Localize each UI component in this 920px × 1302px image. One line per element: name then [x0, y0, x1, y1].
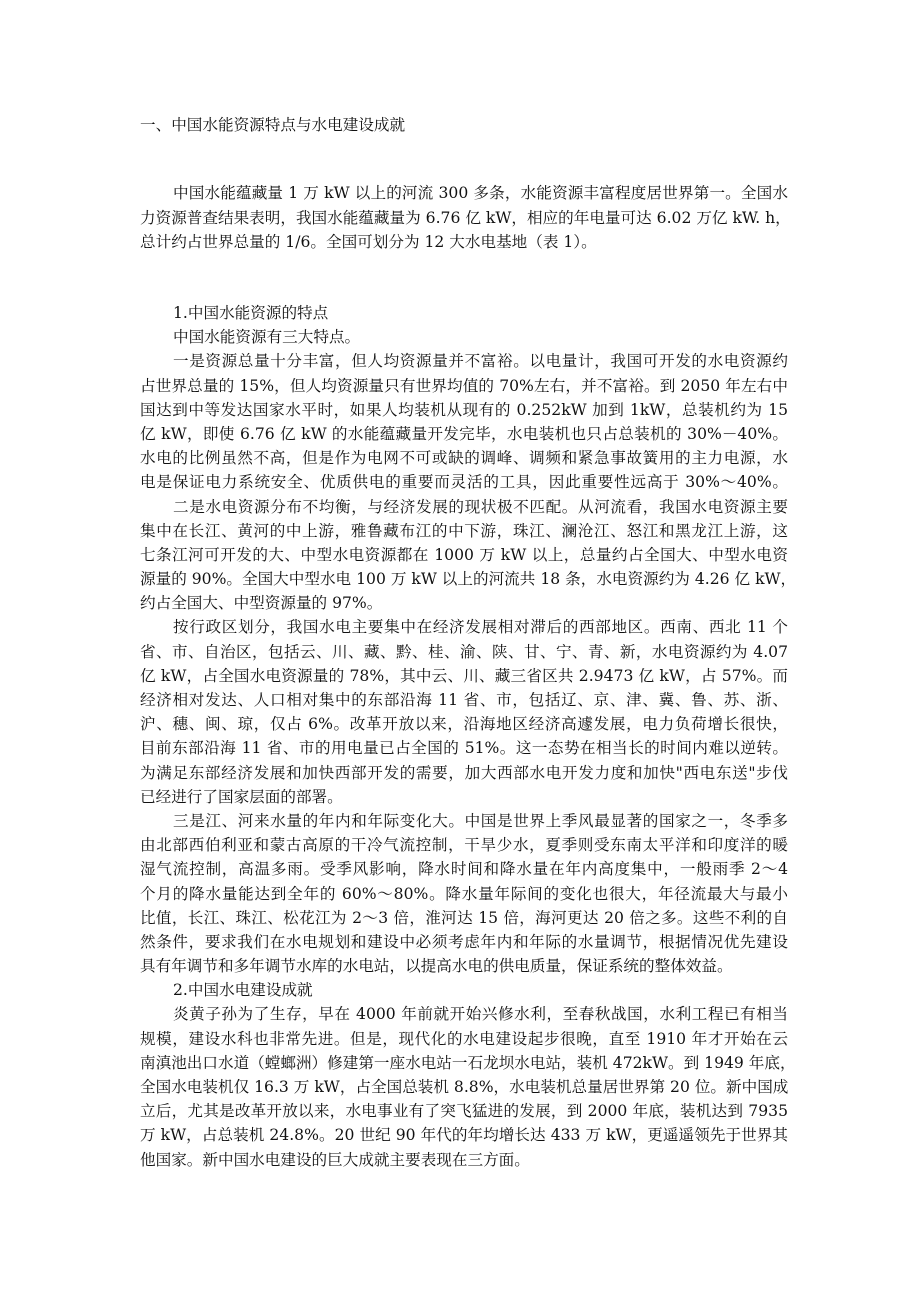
document-body: [140, 301, 797, 1172]
intro-paragraph: [140, 181, 791, 255]
text-line: 一是资源总量十分丰富，但人均资源量并不富裕。以电量计，我国可开发的水电资源约: [173, 352, 788, 371]
section-lead: 中国水能资源有三大特点。: [173, 328, 361, 347]
paragraph-uneven-distribution: [140, 495, 797, 616]
text-line: 按行政区划分，我国水电主要集中在经济发展相对滞后的西部地区。西南、西北 11 个: [173, 618, 788, 637]
section-title: 1.中国水能资源的特点: [173, 304, 329, 322]
paragraph-resources-abundant: [140, 349, 788, 494]
section-title: 2.中国水电建设成就: [173, 981, 313, 1000]
text-line: 二是水电资源分布不均衡，与经济发展的现状极不匹配。从河流看，我国水电资源主要: [173, 497, 788, 516]
text-line: 经济相对发达、人口相对集中的东部沿海 11 省、市，包括辽、京、津、冀、鲁、苏、浙、: [140, 691, 788, 709]
text-line: 为满足东部经济发展和加快西部开发的需要，加大西部水电开发力度和加快"西电东送"步伐: [140, 763, 788, 782]
text-line: 已经进行了国家层面的部署。: [140, 787, 343, 806]
text-line: 炎黄子孙为了生存，早在 4000 年前就开始兴修水利，至春秋战国，水利工程已有相当: [173, 1005, 788, 1024]
text-line: 约占全国大、中型资源量的 97%。: [140, 594, 383, 613]
text-line: 由北部西伯利亚和蒙古高原的干冷气流控制，干旱少水，夏季则受东南太平洋和印度洋的暖: [140, 836, 788, 855]
text-line: 七条江河可开发的大、中型水电资源都在 1000 万 kW 以上，总量约占全国大、中型水电资: [140, 545, 788, 564]
text-line: 国达到中等发达国家水平时，如果人均装机从现有的 0.252kW 加到 1kW，总装机约为 15: [140, 400, 788, 419]
paragraph-administrative-regions: [140, 615, 788, 809]
text-line: 三是江、河来水量的年内和年际变化大。中国是世界上季风最显著的国家之一，冬季多: [173, 811, 788, 830]
text-line: 湿气流控制，高温多雨。受季风影响，降水时间和降水量在年内高度集中，一般雨季 2～4: [140, 860, 788, 879]
text-line: 省、市、自治区，包括云、川、藏、黔、桂、渝、陕、甘、宁、青、新，水电资源约为 4.07: [140, 642, 788, 661]
text-line: 立后，尤其是改革开放以来，水电事业有了突飞猛进的发展，到 2000 年底，装机达到 7935: [140, 1102, 788, 1121]
text-line: 沪、穗、闽、琼，仅占 6%。改革开放以来，沿海地区经济高遽发展，电力负荷增长很快，: [140, 715, 788, 734]
text-line: 规模，建设水科也非常先进。但是，现代化的水电建设起步很晚，直至 1910 年才开始在云: [140, 1029, 788, 1048]
document-heading: [140, 113, 788, 137]
text-line: 水电的比例虽然不高，但是作为电网不可或缺的调峰、调频和紧急事故簧用的主力电源，水: [140, 449, 788, 468]
text-line: 个月的降水量能达到全年的 60%～80%。降水量年际间的变化也很大，年径流最大与最小: [140, 884, 788, 903]
text-line: 比值，长江、珠江、松花江为 2～3 倍，淮河达 15 倍，海河更达 20 倍之多。这些不利的自: [140, 908, 788, 927]
text-line: 目前东部沿海 11 省、市的用电量已占全国的 51%。这一态势在相当长的时间内难以逆转。: [140, 739, 788, 758]
text-line: 具有年调节和多年调节水库的水电站，以提高水电的供电质量，保证系统的整体效益。: [140, 957, 733, 976]
text-line: 南滇池出口水道（螳螂洲）修建第一座水电站一石龙坝水电站，装机 472kW。到 1949 年底，: [140, 1053, 796, 1072]
text-line: 力资源普查结果表明，我国水能蕴藏量为 6.76 亿 kW，相应的年电量可达 6.02 万亿 kW. h，: [140, 208, 791, 227]
paragraph-runoff-variation: [140, 809, 788, 978]
text-line: 电是保证电力系统安全、优质供电的重要而灵活的工具，因此重要性远高于 30%～40%。: [140, 473, 788, 492]
text-line: 他国家。新中国水电建设的巨大成就主要表现在三方面。: [140, 1150, 530, 1169]
paragraph-history: [140, 1002, 796, 1171]
text-line: 源量的 90%。全国大中型水电 100 万 kW 以上的河流共 18 条，水电资源约为 4.26 亿 kW，: [140, 570, 797, 589]
text-line: 亿 kW，即使 6.76 亿 kW 的水能蕴藏量开发完毕，水电装机也只占总装机的 30%－40%。: [140, 424, 788, 443]
text-line: 全国水电装机仅 16.3 万 kW，占全国总装机 8.8%，水电装机总量居世界第 20 位。新中国成: [140, 1078, 789, 1096]
text-line: 万 kW，占总装机 24.8%。20 世纪 90 年代的年均增长达 433 万 kW，更遥遥领先于世界其: [140, 1126, 788, 1145]
text-line: 中国水能蕴藏量 1 万 kW 以上的河流 300 多条，水能资源丰富程度居世界第一。全国水: [173, 184, 788, 202]
text-line: 亿 kW，占全国水电资源量的 78%，其中云、川、藏三省区共 2.9473 亿 kW，占 57%。而: [140, 666, 788, 685]
text-line: 总计约占世界总量的 1/6。全国可划分为 12 大水电基地（表 1）。: [140, 233, 597, 252]
text-line: 集中在长江、黄河的中上游，雅鲁藏布江的中下游，珠江、澜沧江、怒江和黑龙江上游，这: [140, 521, 788, 540]
heading-text: 一、中国水能资源特点与水电建设成就: [140, 116, 406, 134]
text-line: 占世界总量的 15%，但人均资源量只有世界均值的 70%左右，并不富裕。到 2050 年左右中: [140, 376, 788, 395]
text-line: 然条件，要求我们在水电规划和建设中必须考虑年内和年际的水量调节，根据情况优先建设: [140, 932, 788, 951]
